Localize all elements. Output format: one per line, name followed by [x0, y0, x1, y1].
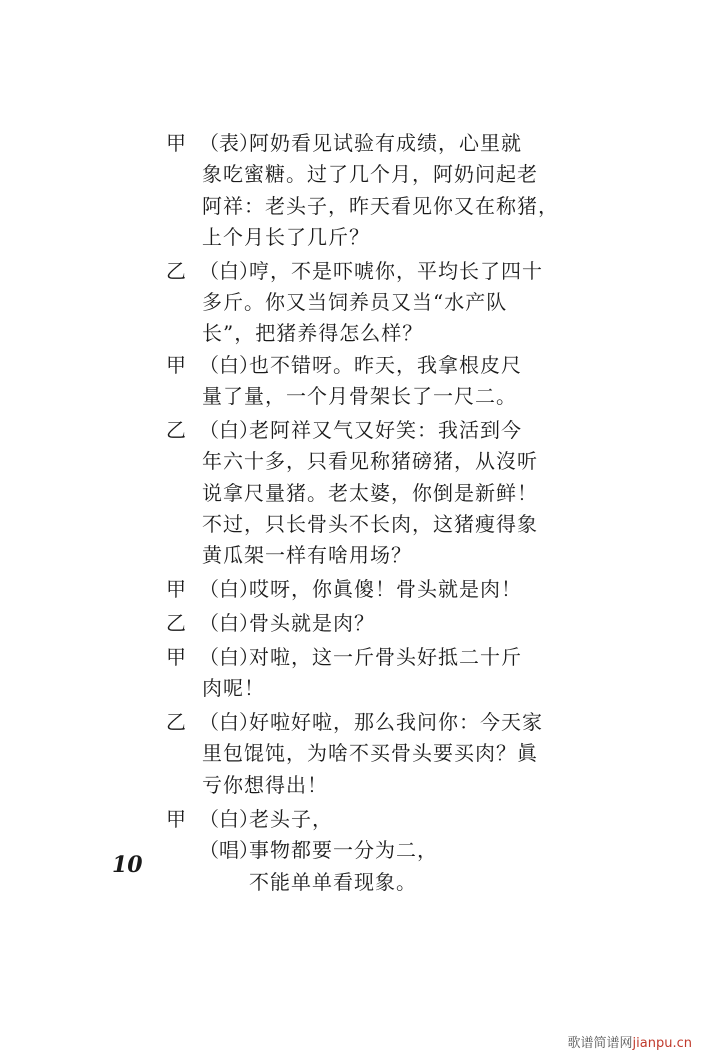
continuation-text: 黄瓜架一样有啥用场？ [202, 543, 412, 567]
continuation-text: 说拿尺量猪。老太婆，你倒是新鲜！ [202, 481, 538, 505]
line-text: 哎呀，你眞傻！骨头就是肉！ [249, 577, 522, 601]
continuation-text: 象吃蜜糖。过了几个月，阿奶问起老 [202, 162, 538, 186]
speaker-label: 乙 [166, 611, 186, 635]
delivery-tag: （表） [199, 131, 259, 155]
watermark-prefix: 歌谱简谱网 [567, 1036, 633, 1051]
line-text: 哼，不是吓唬你，平均长了四十 [249, 259, 543, 283]
watermark-site: jianpu.cn [632, 1036, 692, 1051]
line-text: 不能单单看现象。 [249, 870, 417, 894]
continuation-text: 里包馄饨，为啥不买骨头要买肉？眞 [202, 741, 538, 765]
continuation-text: 亏你想得出！ [202, 773, 328, 797]
delivery-tag: （白） [199, 611, 259, 635]
continuation-text: 量了量，一个月骨架长了一尺二。 [202, 384, 517, 408]
delivery-tag: （白） [199, 259, 259, 283]
line-text: 也不错呀。昨天，我拿根皮尺 [249, 353, 522, 377]
delivery-tag: （白） [199, 353, 259, 377]
continuation-text: 阿祥：老头子，昨天看见你又在称猪， [202, 194, 559, 218]
delivery-tag: （白） [199, 418, 259, 442]
delivery-tag: （白） [199, 807, 259, 831]
continuation-text: 上个月长了几斤？ [202, 225, 370, 249]
speaker-label: 乙 [166, 418, 186, 442]
line-text: 好啦好啦，那么我问你：今天家 [249, 710, 543, 734]
watermark [568, 1032, 692, 1051]
speaker-label: 甲 [166, 645, 186, 669]
line-text: 骨头就是肉？ [249, 611, 375, 635]
delivery-tag: （白） [199, 710, 259, 734]
continuation-text: 不过，只长骨头不长肉，这猪瘦得象 [202, 512, 538, 536]
line-text: 事物都要一分为二， [249, 838, 438, 862]
line-text: 老阿祥又气又好笑：我活到今 [249, 418, 522, 442]
delivery-tag: （白） [199, 577, 259, 601]
speaker-label: 甲 [166, 807, 186, 831]
line-text: 老头子， [249, 807, 333, 831]
continuation-text: 长”，把猪养得怎么样？ [202, 321, 424, 345]
speaker-label: 乙 [166, 259, 186, 283]
delivery-tag: （唱） [199, 838, 259, 862]
page-number: 10 [112, 852, 143, 878]
continuation-text: 年六十多，只看见称猪磅猪，从沒听 [202, 449, 538, 473]
line-text: 对啦，这一斤骨头好抵二十斤 [249, 645, 522, 669]
speaker-label: 乙 [166, 710, 186, 734]
line-text: 阿奶看见试验有成绩，心里就 [249, 131, 522, 155]
speaker-label: 甲 [166, 131, 186, 155]
continuation-text: 多斤。你又当饲养员又当“水产队 [202, 290, 508, 314]
continuation-text: 肉呢！ [202, 676, 265, 700]
speaker-label: 甲 [166, 353, 186, 377]
delivery-tag: （白） [199, 645, 259, 669]
speaker-label: 甲 [166, 577, 186, 601]
